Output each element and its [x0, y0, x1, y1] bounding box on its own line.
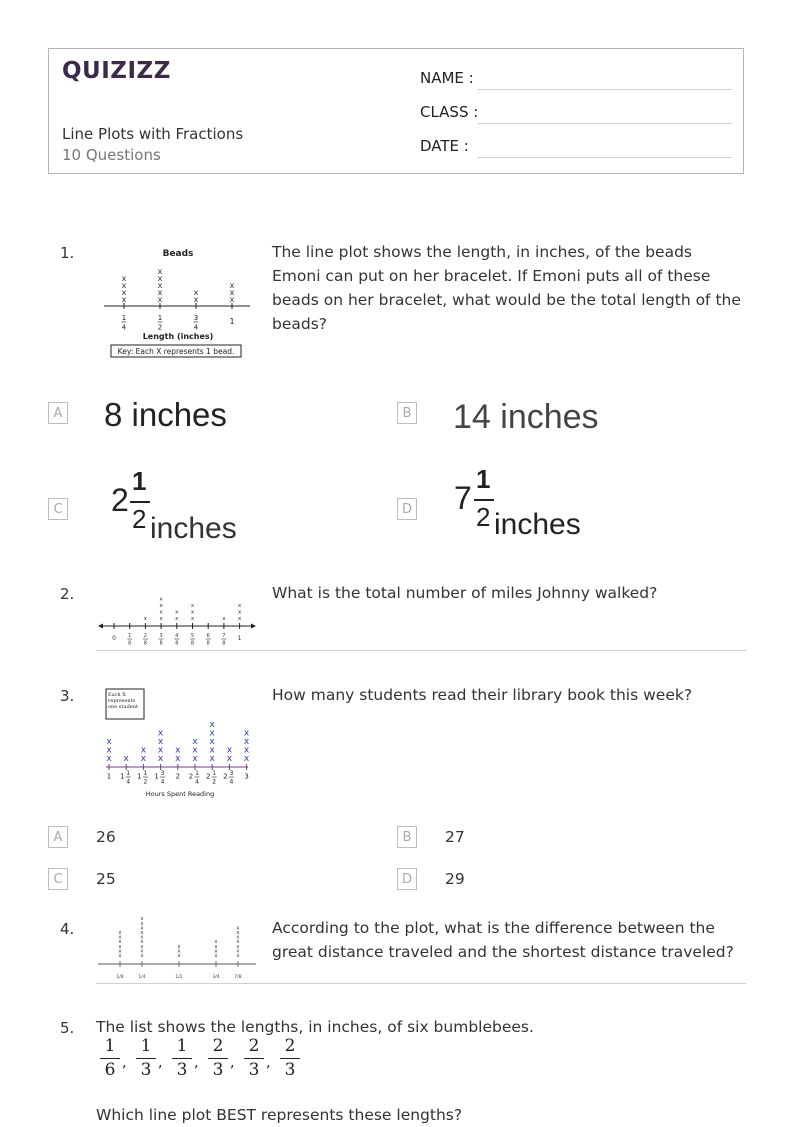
data-x-mark: x: [222, 616, 226, 622]
data-x-mark: x: [106, 745, 112, 756]
data-x-mark: x: [118, 930, 122, 936]
data-x-mark: x: [140, 745, 147, 756]
q1-key-text: Key: Each X represents 1 bead.: [117, 347, 235, 356]
data-x-mark: x: [140, 925, 144, 932]
date-field[interactable]: [478, 157, 732, 158]
tick-label: [122, 314, 127, 332]
q5-fraction-list: [100, 1036, 360, 1084]
data-x-mark: x: [175, 745, 181, 756]
tick-label: [190, 633, 195, 647]
data-x-mark: x: [159, 609, 163, 616]
class-field[interactable]: [478, 123, 732, 124]
data-x-mark: x: [140, 930, 144, 936]
svg-text:8: 8: [159, 640, 163, 647]
q2-right-arrow: [251, 624, 256, 629]
data-x-mark: x: [209, 737, 215, 747]
svg-text:8: 8: [222, 640, 226, 647]
svg-text:1: 1: [143, 770, 148, 777]
tick-label: 7/8: [234, 975, 242, 980]
data-x-mark: x: [157, 295, 163, 304]
list-separator: ,: [230, 1055, 235, 1071]
data-x-mark: x: [192, 737, 198, 747]
tick-label: [158, 314, 163, 332]
tick-label: 3: [244, 772, 249, 781]
question-number: 3.: [60, 687, 75, 705]
tick-label: 0: [112, 635, 116, 642]
svg-text:4: 4: [229, 778, 234, 786]
quizizz-logo: QUIZIZZ: [62, 58, 171, 84]
data-x-mark: x: [140, 754, 147, 764]
data-x-mark: x: [175, 609, 179, 616]
data-x-mark: x: [118, 948, 122, 955]
data-x-mark: x: [229, 295, 235, 304]
svg-text:2: 2: [143, 633, 147, 639]
data-x-mark: x: [118, 943, 122, 950]
question-divider: [96, 650, 746, 651]
data-x-mark: x: [192, 754, 198, 764]
data-x-mark: x: [193, 288, 199, 297]
svg-text:1: 1: [195, 770, 199, 777]
data-x-mark: x: [209, 728, 215, 739]
data-x-mark: x: [236, 930, 240, 936]
question-number: 4.: [60, 920, 75, 938]
svg-text:4: 4: [121, 323, 127, 332]
svg-text:6: 6: [206, 633, 210, 639]
svg-text:5: 5: [190, 633, 195, 639]
data-x-mark: x: [143, 616, 148, 622]
q1-axis-label: Length (inches): [142, 332, 214, 341]
data-x-mark: x: [159, 603, 163, 609]
q2-line-plot: [96, 585, 260, 651]
bee-length-fraction: 1 3: [136, 1036, 156, 1081]
data-x-mark: x: [192, 745, 198, 756]
tick-label: 1: [237, 635, 242, 642]
svg-text:2: 2: [188, 772, 194, 781]
data-x-mark: x: [209, 720, 215, 730]
data-x-mark: x: [209, 754, 215, 764]
question-text: The line plot shows the length, in inches, of the beads Emoni can put on her bracelet. If Emoni puts all of these beads on her bracelet, what would be the total length of the beads?: [272, 243, 741, 333]
svg-text:1: 1: [126, 770, 131, 777]
data-x-mark: x: [214, 943, 218, 950]
svg-text:2: 2: [157, 323, 163, 332]
data-x-mark: x: [193, 295, 199, 304]
tick-label: [143, 633, 148, 647]
data-x-mark: x: [209, 745, 215, 756]
svg-text:8: 8: [190, 640, 195, 647]
option-b-text[interactable]: 27: [445, 828, 465, 846]
data-x-mark: x: [140, 916, 144, 923]
bee-length-fraction: 2 3: [208, 1036, 228, 1081]
data-x-mark: x: [159, 596, 163, 603]
svg-text:2: 2: [212, 778, 217, 786]
svg-text:8: 8: [143, 640, 147, 647]
q1-line-plot: [100, 244, 260, 362]
svg-text:1: 1: [154, 772, 159, 781]
name-field[interactable]: [478, 89, 732, 90]
svg-text:2: 2: [205, 772, 211, 781]
option-b-text[interactable]: 14 inches: [453, 398, 599, 436]
list-separator: ,: [122, 1055, 127, 1071]
data-x-mark: x: [236, 953, 240, 959]
svg-text:8: 8: [128, 640, 132, 647]
q1-plot-title: Beads: [162, 249, 194, 259]
data-x-mark: x: [236, 934, 240, 941]
tick-label: 1: [229, 316, 235, 326]
tick-label: [206, 770, 217, 786]
data-x-mark: x: [157, 274, 163, 283]
data-x-mark: x: [243, 754, 250, 764]
tick-label: [159, 633, 164, 647]
option-a-text[interactable]: 8 inches: [104, 396, 227, 433]
tick-label: [194, 314, 199, 332]
data-x-mark: x: [243, 737, 250, 747]
data-x-mark: x: [157, 745, 164, 756]
svg-text:8: 8: [206, 640, 210, 647]
tick-label: 1/8: [116, 975, 124, 980]
svg-text:4: 4: [195, 778, 199, 786]
tick-label: [127, 633, 132, 647]
data-x-mark: x: [236, 943, 240, 950]
data-x-mark: x: [159, 616, 163, 622]
svg-text:4: 4: [160, 778, 165, 786]
worksheet-title: Line Plots with Fractions: [62, 125, 244, 143]
bee-length-fraction: 2 3: [280, 1036, 300, 1081]
tick-label: 1: [106, 772, 112, 781]
question-text: According to the plot, what is the difference between the great distance traveled and the shortest distance traveled?: [272, 919, 734, 961]
data-x-mark: x: [140, 934, 144, 941]
svg-text:8: 8: [175, 640, 179, 647]
tick-label: 2: [175, 772, 181, 781]
data-x-mark: x: [140, 920, 144, 927]
bee-length-fraction: 2 3: [244, 1036, 264, 1081]
data-x-mark: x: [214, 939, 218, 946]
data-x-mark: x: [236, 925, 240, 932]
data-x-mark: x: [177, 953, 181, 959]
svg-text:3: 3: [160, 770, 165, 777]
data-x-mark: x: [157, 728, 164, 739]
q3-axis-label: Hours Spent Reading: [145, 790, 215, 798]
svg-text:3: 3: [193, 314, 199, 322]
data-x-mark: x: [118, 934, 122, 941]
option-a-text[interactable]: 26: [96, 828, 116, 846]
data-x-mark: x: [140, 953, 144, 959]
option-d-text[interactable]: 29: [445, 870, 465, 888]
data-x-mark: x: [237, 603, 242, 609]
list-separator: ,: [158, 1055, 163, 1071]
option-c-mixed-number[interactable]: 2 1 2 inches: [111, 466, 237, 545]
tick-label: [221, 633, 226, 647]
data-x-mark: x: [123, 754, 129, 764]
option-b-marker[interactable]: B: [397, 826, 417, 848]
option-a-marker[interactable]: A: [48, 402, 68, 424]
data-x-mark: x: [236, 948, 240, 955]
name-label: NAME :: [420, 69, 474, 87]
svg-text:3: 3: [229, 770, 234, 777]
q3-line-plot: [100, 687, 260, 801]
question-number: 1.: [60, 244, 75, 262]
question-count: 10 Questions: [62, 146, 161, 164]
question-number: 5.: [60, 1019, 75, 1037]
data-x-mark: x: [177, 943, 181, 950]
data-x-mark: x: [190, 616, 195, 622]
data-x-mark: x: [229, 288, 235, 297]
data-x-mark: x: [157, 288, 163, 297]
svg-text:2: 2: [223, 772, 228, 781]
data-x-mark: x: [121, 288, 127, 297]
list-separator: ,: [194, 1055, 199, 1071]
data-x-mark: x: [157, 267, 163, 276]
svg-text:1: 1: [121, 314, 127, 322]
option-c-text[interactable]: 25: [96, 870, 116, 888]
data-x-mark: x: [214, 948, 218, 955]
svg-text:3: 3: [159, 633, 163, 639]
data-x-mark: x: [237, 616, 242, 622]
data-x-mark: x: [243, 745, 250, 756]
data-x-mark: x: [190, 603, 195, 609]
tick-label: [137, 770, 148, 786]
question-number: 2.: [60, 585, 75, 603]
option-c-marker[interactable]: C: [48, 498, 68, 520]
question-prompt: Which line plot BEST represents these lengths?: [96, 1106, 463, 1124]
data-x-mark: x: [190, 609, 195, 616]
data-x-mark: x: [140, 948, 144, 955]
tick-label: 1/2: [175, 975, 183, 980]
svg-text:7: 7: [222, 633, 226, 639]
data-x-mark: x: [157, 754, 164, 764]
data-x-mark: x: [106, 754, 112, 764]
data-x-mark: x: [121, 281, 127, 290]
tick-label: 3/4: [212, 975, 220, 980]
data-x-mark: x: [236, 939, 240, 946]
tick-label: [206, 633, 211, 647]
option-c-marker[interactable]: C: [48, 868, 68, 890]
data-x-mark: x: [118, 939, 122, 946]
list-separator: ,: [266, 1055, 271, 1071]
data-x-mark: x: [106, 737, 112, 747]
svg-text:4: 4: [193, 323, 199, 332]
tick-label: [189, 770, 200, 786]
tick-label: [154, 770, 165, 786]
class-label: CLASS :: [420, 103, 479, 121]
svg-text:1: 1: [128, 633, 132, 639]
data-x-mark: x: [226, 754, 233, 764]
tick-label: [120, 770, 131, 786]
question-text: The list shows the lengths, in inches, of six bumblebees.: [96, 1018, 534, 1036]
data-x-mark: x: [140, 943, 144, 950]
data-x-mark: x: [175, 616, 179, 622]
tick-label: [223, 770, 234, 786]
question-text: How many students read their library book this week?: [272, 686, 693, 704]
option-d-marker[interactable]: D: [397, 498, 417, 520]
q3-key-text: Each X represents one student: [108, 692, 138, 710]
data-x-mark: x: [175, 754, 181, 764]
data-x-mark: x: [214, 953, 218, 959]
date-label: DATE :: [420, 137, 469, 155]
option-b-marker[interactable]: B: [397, 402, 417, 424]
q4-line-plot: [96, 912, 260, 984]
option-d-mixed-number[interactable]: 7 1 2 inches: [454, 464, 581, 541]
data-x-mark: x: [226, 745, 233, 756]
tick-label: 1/4: [138, 975, 146, 980]
data-x-mark: x: [121, 274, 127, 283]
svg-text:1: 1: [157, 314, 163, 322]
data-x-mark: x: [229, 281, 235, 290]
tick-label: [174, 633, 179, 647]
data-x-mark: x: [157, 281, 163, 290]
data-x-mark: x: [118, 953, 122, 959]
data-x-mark: x: [121, 295, 127, 304]
data-x-mark: x: [243, 728, 250, 739]
data-x-mark: x: [157, 737, 164, 747]
svg-text:4: 4: [175, 633, 179, 639]
svg-text:1: 1: [212, 770, 217, 777]
bee-length-fraction: 1 6: [100, 1036, 120, 1081]
svg-text:2: 2: [143, 778, 148, 786]
svg-text:1: 1: [119, 772, 125, 781]
q2-left-arrow: [98, 624, 103, 629]
svg-text:4: 4: [126, 778, 131, 786]
question-divider: [96, 983, 746, 984]
bee-length-fraction: 1 3: [172, 1036, 192, 1081]
data-x-mark: x: [177, 948, 181, 955]
svg-text:1: 1: [137, 772, 142, 781]
data-x-mark: x: [140, 939, 144, 946]
option-a-marker[interactable]: A: [48, 826, 68, 848]
data-x-mark: x: [237, 609, 242, 616]
question-text: What is the total number of miles Johnny walked?: [272, 584, 658, 602]
option-d-marker[interactable]: D: [397, 868, 417, 890]
